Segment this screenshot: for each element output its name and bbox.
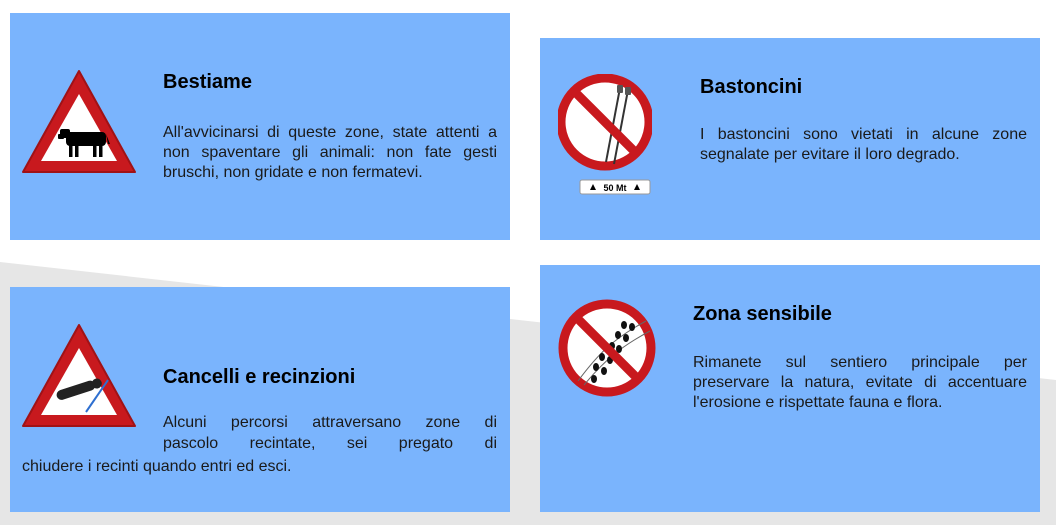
card-description-line2: pascolo recintate, sei pregato di bbox=[163, 435, 497, 452]
sign-distance-label: 50 Mt bbox=[603, 183, 627, 193]
gate-warning-sign-icon bbox=[20, 322, 138, 430]
card-description: All'avvicinarsi di queste zone, state attenti a non spaventare gli animali: non fate gesti bruschi, non gridate e non fermatevi. bbox=[163, 124, 497, 181]
card-zona-sensibile bbox=[540, 265, 1040, 512]
card-bastoncini bbox=[540, 38, 1040, 240]
card-title: Bestiame bbox=[163, 71, 252, 93]
card-bestiame bbox=[10, 13, 510, 240]
cow-warning-sign-icon bbox=[20, 68, 138, 176]
card-description: I bastoncini sono vietati in alcune zone segnalate per evitare il loro degrado. bbox=[700, 126, 1027, 163]
no-poles-sign-icon bbox=[558, 74, 652, 198]
card-description-line3: chiudere i recinti quando entri ed esci. bbox=[22, 458, 292, 475]
card-title: Bastoncini bbox=[700, 76, 803, 98]
card-cancelli bbox=[10, 287, 510, 512]
card-title: Zona sensibile bbox=[693, 303, 832, 325]
card-description-line1: Alcuni percorsi attraversano zone di bbox=[163, 414, 497, 431]
no-footprints-sign-icon bbox=[558, 299, 656, 397]
card-description: Rimanete sul sentiero principale per preservare la natura, evitate di accentuare l'erosione e rispettate fauna e flora. bbox=[693, 354, 1027, 411]
card-title: Cancelli e recinzioni bbox=[163, 366, 356, 388]
